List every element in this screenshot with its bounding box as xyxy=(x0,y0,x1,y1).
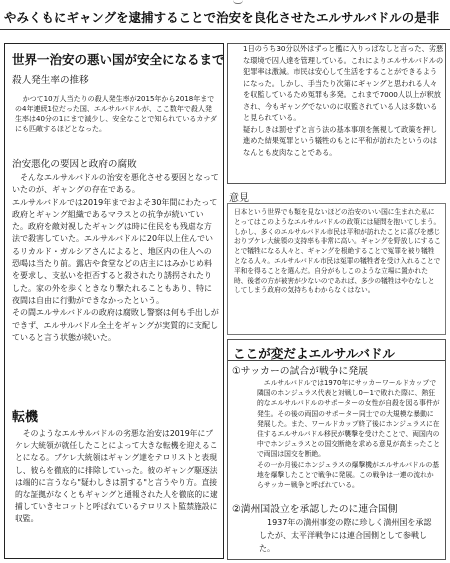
subheading-corruption: 治安悪化の要因と政府の腐敗 xyxy=(12,159,137,170)
section-divider xyxy=(228,360,445,361)
paragraph-murder-rate: かつて10万人当たりの殺人発生率が2015年から2018年までの4年連続1位だった国、エルサルバドルが、ここ数年で殺人発生率は40分の1にまで減少し、安全なことで知られているカナダにも匹敵するほどとなった。 xyxy=(15,95,218,133)
paragraph-manchukuo: 1937年の満州事変の際に珍しく満州国を承認したが、太平洋戦争には連合国側として参戦した。 xyxy=(259,518,432,553)
subheading-football-war: ①サッカーの試合が戦争に発展 xyxy=(232,366,368,377)
paragraph-football-war: エルサルバドルでは1970年にサッカーワールドカップで隣国のホンジュラス代表と対戦し0ー1で敗れた際に、熱狂的なエルサルバドルのサポーターの女性が自殺を図る事件が発生。その後の両国のサポーター同士での大規模な暴動に発展した。また、ワールドカップ終了後にホンジュラスに在住するエルサルバドル移民が襲撃を受けたことで、両国内の中でホンジュラスとの国交断絶を求める意見が高まったことで両国は国交を断絶。 その一か月後にホンジュラスの爆撃機がエルサルバドルの基地を爆撃したことで戦争に発展。この戦争は一連の流れからサッカー戦争と呼ばれている。 xyxy=(257,379,441,490)
paragraph-opinion: 日本という世界でも類を見ないほどの治安のいい国に生まれた私にとってはこのようなエルサルバドルの政策には疑問を抱いてしまう。しかし、多くのエルサルバドル市民は平和が訪れたことに喜びを感じおりブケレ大統領の支持率も非常に高い。ギャングを野放しにすることで犠牲になる人々と、ギャングを根絶することで冤罪を被り犠牲となる人々。エルサルバドル市民は冤罪の犠牲者を受け入れることで平和を得ることを選んだ。自分がもしこのような立場に置かれた時、後者の方が被害が少ないのであれば、多少の犠牲はやむなしとしてしまう政府の気持ちもわからなくはない。 xyxy=(234,208,441,295)
paragraph-prison: 1日のうち30分以外はずっと檻に入りっぱなしと言った、劣悪な環境で囚人達を管理している。これによりエルサルバドルの犯罪率は激減。市民は安心して生活をすることができるようになった。しかし、手当たり次第にギャングと思われる人々を収監しているため冤罪も多発。これまで7000人以上が釈放され、今もギャングでないのに収監されている人は多数いると見られている。 疑わしきは罰せずと言う法の基本事項を無視して政策を押し進めた結果冤罪という犠牲のもとに平和が訪れたというのはなんとも皮肉なことである。 xyxy=(243,44,444,157)
left-column-box xyxy=(4,43,224,559)
right-lower-box xyxy=(227,339,446,560)
section-turning-point: 転機 xyxy=(12,410,39,425)
left-heading: 世界一治安の悪い国が安全になるまで xyxy=(12,52,225,67)
page-title: やみくもにギャングを逮捕することで治安を良化させたエルサルバドルの是非 xyxy=(4,10,440,25)
paragraph-gangs: そんなエルサルバドルの治安を悪化させる要因となっていたのが、ギャングの存在である。 エルサルバドルでは2019年までおよそ30年間にわたって政府とギャング組織であるマラスとの抗争が続いていた。政府を敵対視したギャングは時に住民をも残虐な方法で殺害していた。エルサルバドルに20年以上住んでいるリカルド・ガルシアさんによると、地区内の住人への恐喝は当たり前。露店や食堂などの店主にはみかじめ料を要求し、支払いを拒否すると殺されたり誘拐されたりした。家の外を歩くときなり撃たれることもあり、特に夜間は自由に行動ができなかったという。 その間エルサルバドルの政府は腐敗し警察は何も手出しができず、エルサルバドル全土をギャングが実質的に支配していると言う状態が続いた。 xyxy=(12,173,219,342)
subheading-manchukuo: ②満州国設立を承認したのに連合国側 xyxy=(232,504,398,515)
opinion-title: 意見 xyxy=(229,193,249,204)
title-divider xyxy=(0,29,450,30)
opinion-box xyxy=(227,203,446,335)
paragraph-turning-point: そのようなエルサルバドルの劣悪な治安は2019年にブケレ大統領が就任したことによって大きな転機を迎えることになる。ブケレ大統領はギャング達をテロリストと表現し、彼らを徹底的に排除していった。彼のギャング駆逐法は端的に言うなら"疑わしきは罰する"と言うやり方。直接的な証拠がなくともギャングと通報された人を徹底的に逮捕していきセコットと呼ばれているテロリスト監禁施設に収監。 xyxy=(15,429,218,524)
right-upper-box xyxy=(227,43,446,184)
top-fold-mark xyxy=(233,0,243,4)
subheading-murder-rate: 殺人発生率の推移 xyxy=(12,75,89,86)
section-weird-el-salvador: ここが変だよエルサルバドル xyxy=(233,346,395,361)
